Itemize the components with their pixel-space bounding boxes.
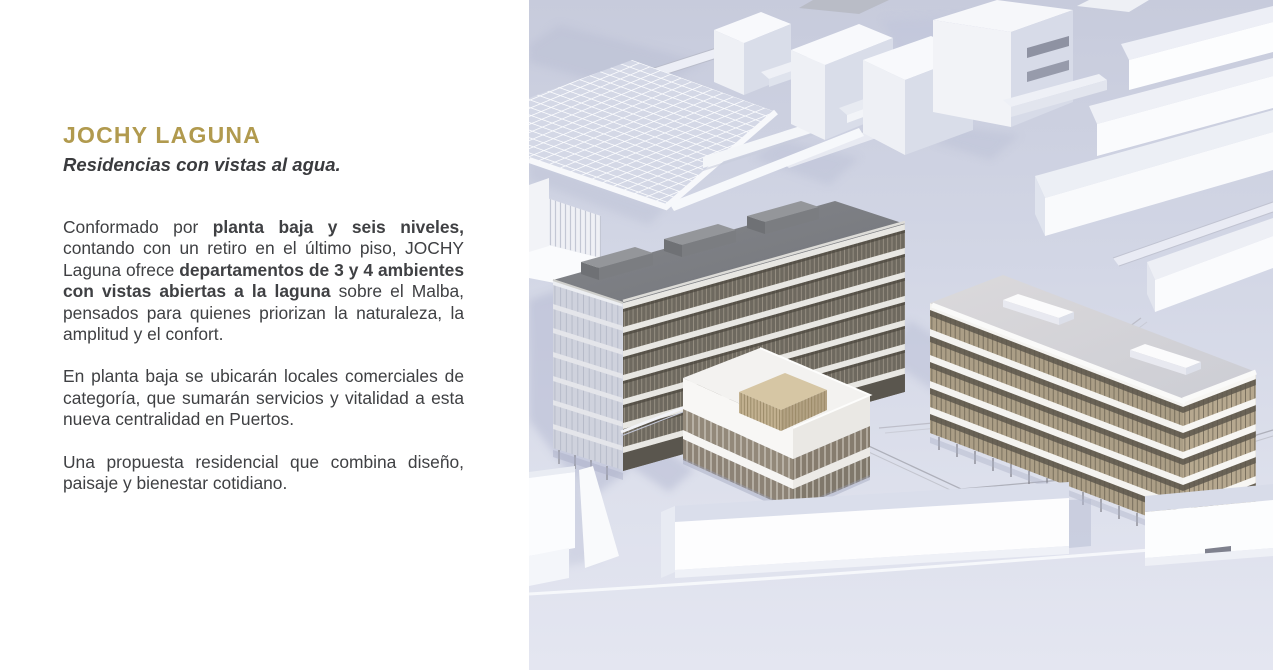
page-title: JOCHY LAGUNA (63, 122, 261, 148)
paragraph: Una propuesta residencial que combina diseño, paisaje y bienestar cotidiano. (63, 451, 464, 494)
body-paragraphs (63, 217, 464, 494)
paragraph: En planta baja se ubicarán locales comerciales de categoría, que sumarán servicios y vitalidad a esta nueva centralidad en Puertos. (63, 366, 464, 430)
render-panel (529, 0, 1273, 670)
left-panel (0, 0, 529, 670)
page-subtitle: Residencias con vistas al agua. (63, 154, 341, 175)
render-illustration (529, 0, 1273, 670)
paragraph: Conformado por planta baja y seis niveles, contando con un retiro en el último piso, JOCHY Laguna ofrece departamentos de 3 y 4 ambientes con vistas abiertas a la laguna sobre el Malba, pensados para quienes priorizan la naturaleza, la amplitud y el confort. (63, 217, 464, 345)
text-column (63, 122, 464, 515)
